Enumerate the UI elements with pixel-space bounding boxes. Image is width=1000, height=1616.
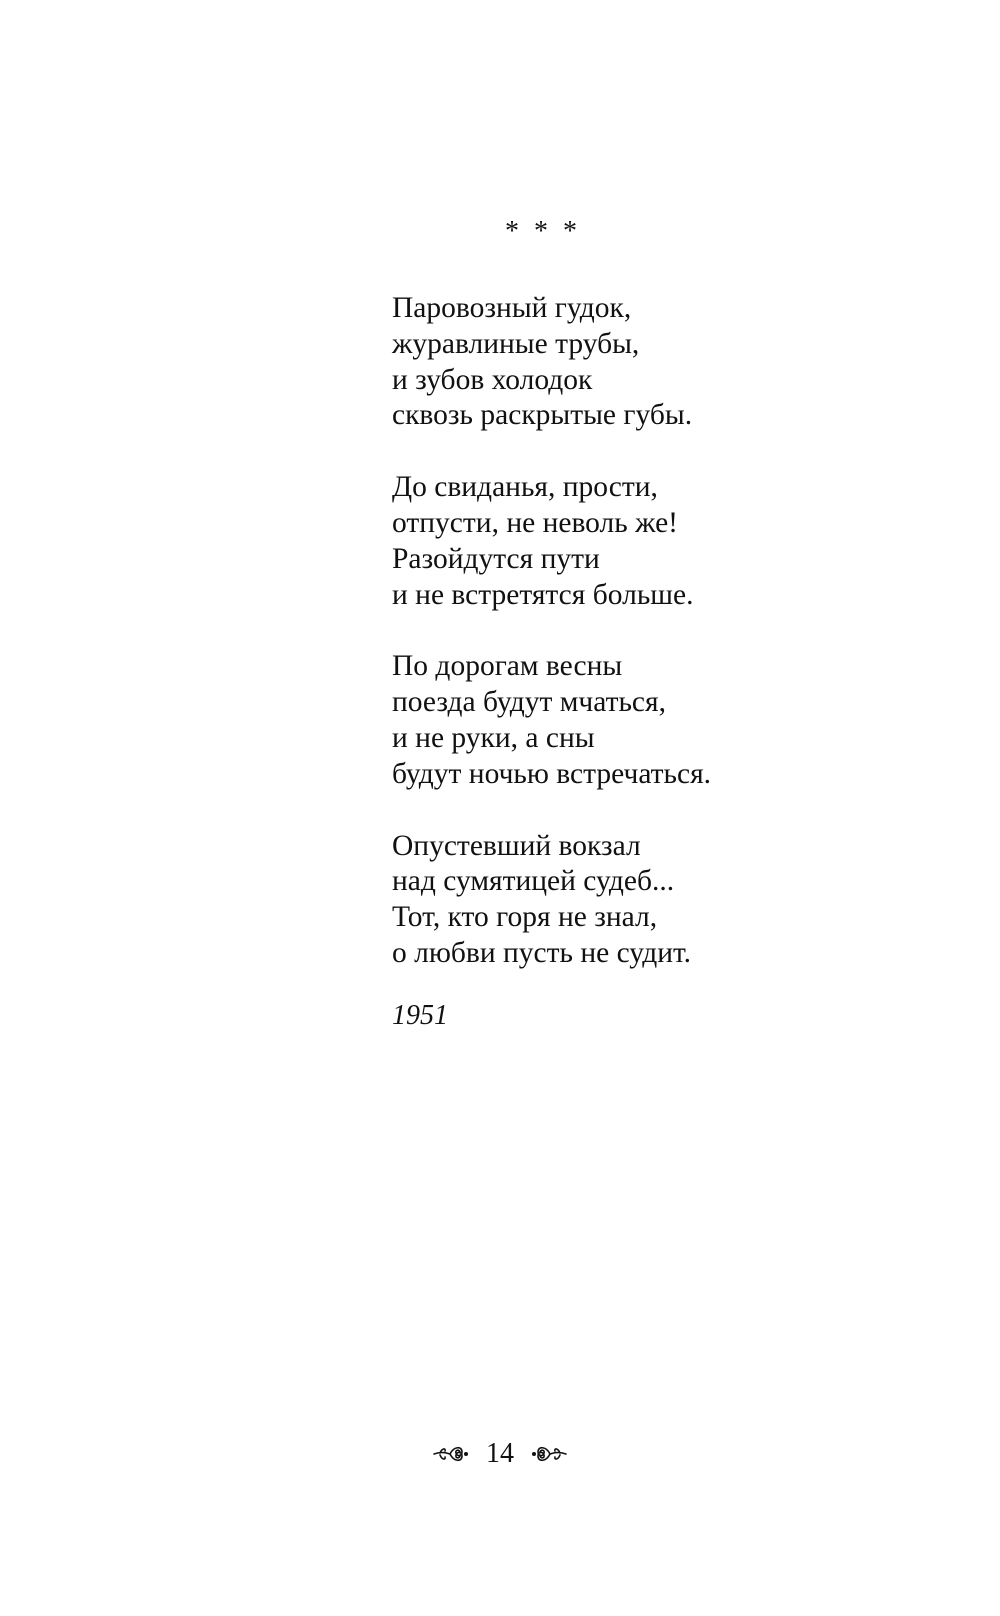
poem-line: Разойдутся пути xyxy=(392,542,600,575)
poem-line: о любви пусть не судит. xyxy=(392,936,692,969)
poem-date: 1951 xyxy=(392,1000,448,1031)
scroll-ornament-icon xyxy=(432,1440,472,1468)
poem-line: журавлиные трубы, xyxy=(392,327,640,360)
poem-line: поезда будут мчаться, xyxy=(392,686,666,719)
poem-body xyxy=(392,291,711,1008)
stanza-1 xyxy=(392,291,711,434)
poem-line: и не руки, а сны xyxy=(392,721,595,754)
stanza-4 xyxy=(392,829,711,972)
poem-line: и зубов холодок xyxy=(392,363,593,396)
poem-line: сквозь раскрытые губы. xyxy=(392,399,693,432)
poem-line: По дорогам весны xyxy=(392,650,623,683)
poem-line: Опустевший вокзал xyxy=(392,829,641,862)
section-asterism: * * * xyxy=(505,216,579,247)
poem-line: Паровозный гудок, xyxy=(392,292,632,324)
poem-line: Тот, кто горя не знал, xyxy=(392,901,658,934)
poem-line: отпусти, не неволь же! xyxy=(392,506,678,539)
poem-line: До свиданья, прости, xyxy=(392,471,658,504)
poem-line: будут ночью встречаться. xyxy=(392,757,712,790)
stanza-2 xyxy=(392,470,711,613)
page-number: 14 xyxy=(486,1438,514,1469)
page-footer xyxy=(0,1432,1000,1476)
stanza-3 xyxy=(392,649,711,792)
poem-line: над сумятицей судеб... xyxy=(392,865,675,898)
poem-line: и не встретятся больше. xyxy=(392,578,694,611)
scroll-ornament-icon xyxy=(528,1440,568,1468)
